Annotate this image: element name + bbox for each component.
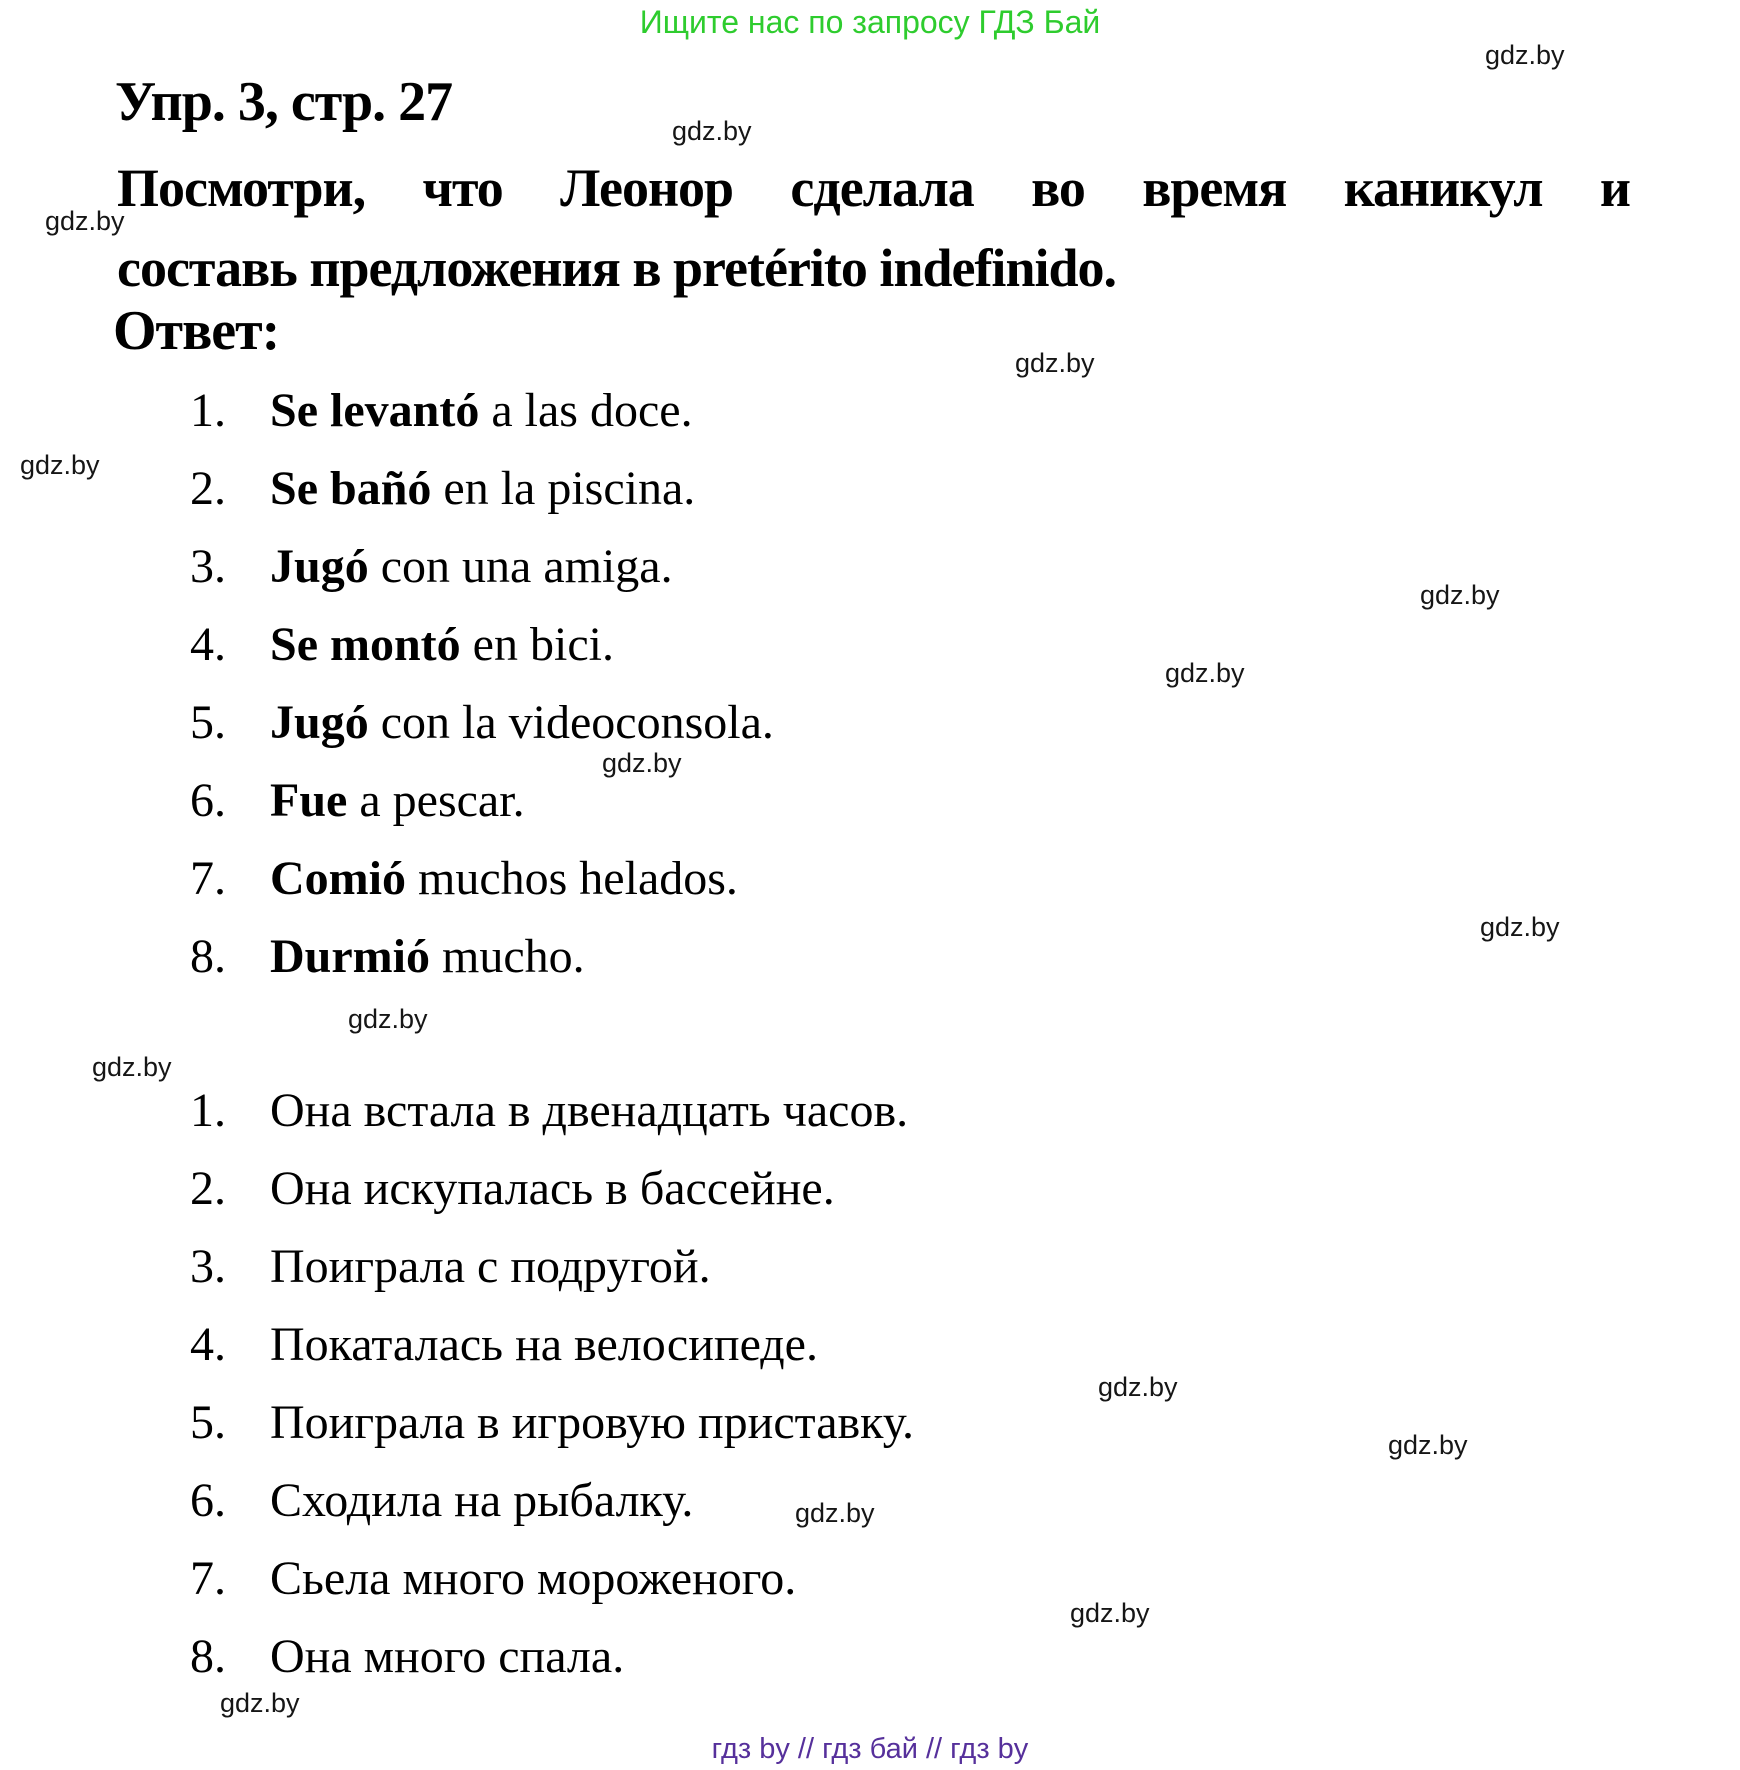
list-number: 2. <box>190 462 226 515</box>
list-item <box>190 1318 914 1396</box>
answer-verb: Se montó <box>270 618 461 671</box>
translation-text: Она много спала. <box>270 1630 625 1683</box>
answer-rest: en la piscina. <box>431 462 696 515</box>
answer-rest: con la videoconsola. <box>368 696 774 749</box>
site-watermark: gdz.by <box>795 1498 875 1528</box>
list-number: 4. <box>190 1318 226 1371</box>
list-item <box>190 1552 914 1630</box>
answer-verb: Jugó <box>270 540 369 593</box>
list-number: 1. <box>190 384 226 437</box>
site-watermark: gdz.by <box>348 1004 428 1034</box>
site-watermark: gdz.by <box>1420 580 1500 610</box>
answer-rest: con una amiga. <box>368 540 673 593</box>
list-item <box>190 696 774 774</box>
list-item <box>190 774 774 852</box>
list-item <box>190 462 774 540</box>
answer-rest: mucho. <box>429 930 585 983</box>
list-number: 2. <box>190 1162 226 1215</box>
list-number: 3. <box>190 1240 226 1293</box>
list-number: 6. <box>190 774 226 827</box>
list-number: 7. <box>190 1552 226 1605</box>
translation-text: Сходила на рыбалку. <box>270 1474 694 1527</box>
translation-text: Она встала в двенадцать часов. <box>270 1084 909 1137</box>
answer-verb: Jugó <box>270 696 369 749</box>
list-item <box>190 384 774 462</box>
site-watermark: gdz.by <box>1015 348 1095 378</box>
translation-text: Покаталась на велосипеде. <box>270 1318 818 1371</box>
list-number: 8. <box>190 930 226 983</box>
answer-rest: a las doce. <box>479 384 693 437</box>
list-number: 5. <box>190 1396 226 1449</box>
site-watermark: gdz.by <box>220 1688 300 1718</box>
list-number: 7. <box>190 852 226 905</box>
russian-translation-list <box>190 1084 914 1708</box>
spanish-answer-list <box>190 384 774 1008</box>
task-text-line1: Посмотри, что Леонор сделала во время каникул и <box>117 158 1630 218</box>
answer-label: Ответ: <box>113 300 280 362</box>
list-item <box>190 1162 914 1240</box>
site-watermark: gdz.by <box>92 1052 172 1082</box>
list-item <box>190 1396 914 1474</box>
site-watermark: gdz.by <box>1480 912 1560 942</box>
answer-verb: Se bañó <box>270 462 432 515</box>
list-item <box>190 1240 914 1318</box>
list-number: 5. <box>190 696 226 749</box>
site-watermark: gdz.by <box>672 116 752 146</box>
list-item <box>190 852 774 930</box>
promo-banner: Ищите нас по запросу ГДЗ Бай <box>639 4 1101 40</box>
answer-rest: muchos helados. <box>405 852 738 905</box>
site-watermark: gdz.by <box>45 206 125 236</box>
site-watermark: gdz.by <box>1165 658 1245 688</box>
answer-verb: Fue <box>270 774 348 827</box>
site-watermark: gdz.by <box>1070 1598 1150 1628</box>
list-number: 6. <box>190 1474 226 1527</box>
list-number: 8. <box>190 1630 226 1683</box>
site-watermark: gdz.by <box>1388 1430 1468 1460</box>
site-watermark: gdz.by <box>20 450 100 480</box>
site-watermark: gdz.by <box>602 748 682 778</box>
list-item <box>190 540 774 618</box>
list-number: 1. <box>190 1084 226 1137</box>
answer-rest: en bici. <box>460 618 614 671</box>
site-watermark: gdz.by <box>1098 1372 1178 1402</box>
list-number: 3. <box>190 540 226 593</box>
site-watermark: gdz.by <box>1485 40 1565 70</box>
exercise-title: Упр. 3, стр. 27 <box>115 71 453 133</box>
list-item <box>190 1630 914 1708</box>
list-item <box>190 1474 914 1552</box>
answer-verb: Se levantó <box>270 384 480 437</box>
list-item <box>190 930 774 1008</box>
answer-verb: Durmió <box>270 930 430 983</box>
list-number: 4. <box>190 618 226 671</box>
translation-text: Поиграла в игровую приставку. <box>270 1396 914 1449</box>
list-item <box>190 1084 914 1162</box>
translation-text: Она искупалась в бассейне. <box>270 1162 835 1215</box>
answer-rest: a pescar. <box>347 774 525 827</box>
translation-text: Сьела много мороженого. <box>270 1552 797 1605</box>
answer-verb: Comió <box>270 852 406 905</box>
footer-keywords: гдз by // гдз бай // гдз by <box>711 1733 1029 1765</box>
task-text-line2: составь предложения в pretérito indefinido. <box>117 238 1117 298</box>
translation-text: Поиграла с подругой. <box>270 1240 711 1293</box>
list-item <box>190 618 774 696</box>
